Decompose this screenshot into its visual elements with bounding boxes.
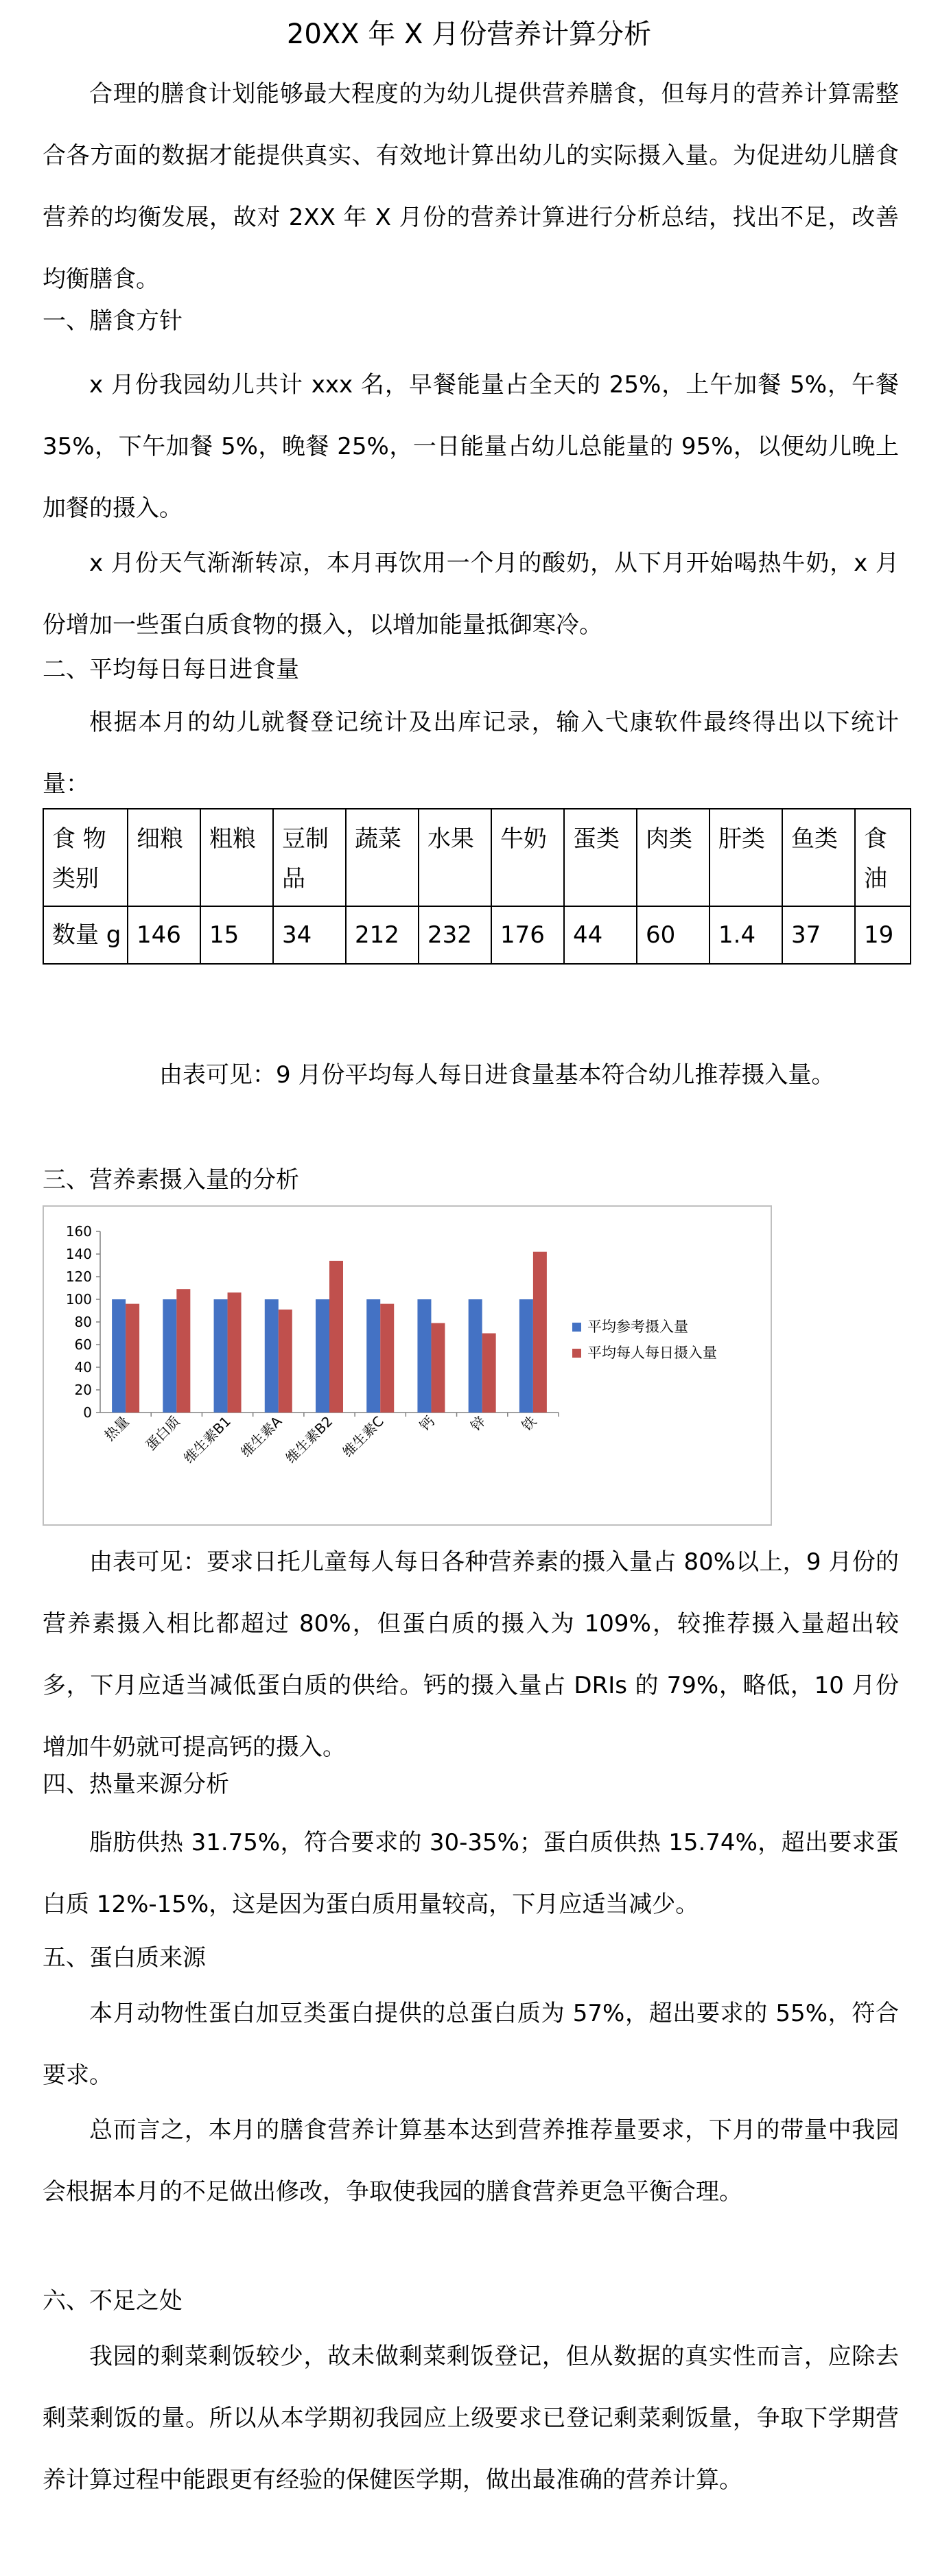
table-cell: 44 [564,906,637,964]
table-header-cell: 食 物类别 [43,809,128,906]
section-1-paragraph-1: x 月份我园幼儿共计 xxx 名，早餐能量占全天的 25%，上午加餐 5%，午餐 35%，下午加餐 5%，晚餐 25%，一日能量占幼儿总能量的 95%，以便幼儿晚上加餐的摄入。 [43,371,899,522]
x-tick-label: 铁 [518,1413,540,1434]
y-tick-label: 140 [65,1246,92,1262]
x-tick-label: 锌 [467,1413,489,1434]
legend-label: 平均每人每日摄入量 [587,1345,717,1361]
section-5-paragraph-1: 本月动物性蛋白加豆类蛋白提供的总蛋白质为 57%，超出要求的 55%，符合要求。 [43,2000,899,2089]
table-header-cell: 牛奶 [491,809,564,906]
section-4-paragraph: 脂肪供热 31.75%，符合要求的 30-35%；蛋白质供热 15.74%，超出要求蛋白质 12%-15%，这是因为蛋白质用量较高，下月应适当减少。 [43,1829,899,1918]
table-header-cell: 蛋类 [564,809,637,906]
table-header-cell: 粗粮 [200,809,273,906]
bar-actual [380,1304,394,1413]
section-5-heading: 五、蛋白质来源 [43,1944,206,1972]
table-header-cell: 肝类 [710,809,782,906]
intro-paragraph: 合理的膳食计划能够最大程度的为幼儿提供营养膳食，但每月的营养计算需整合各方面的数据才能提供真实、有效地计算出幼儿的实际摄入量。为促进幼儿膳食营养的均衡发展，故对 2XX 年 X 月份的营养计算进行分析总结，找出不足，改善均衡膳食。 [43,80,899,293]
x-tick-label: 维生素B1 [180,1413,235,1467]
section-4-heading: 四、热量来源分析 [43,1771,229,1798]
table-header-cell: 肉类 [637,809,710,906]
section-6-heading: 六、不足之处 [43,2287,183,2315]
table-header-cell: 蔬菜 [346,809,419,906]
table-row-label: 数量 g [43,906,128,964]
y-tick-label: 0 [83,1404,92,1421]
table-cell: 60 [637,906,710,964]
food-intake-table [43,808,911,965]
bar-actual [228,1292,242,1413]
bar-reference [366,1299,380,1413]
table-row [43,906,911,964]
section-3-heading: 三、营养素摄入量的分析 [43,1166,299,1194]
bar-actual [126,1304,139,1413]
y-tick-label: 80 [74,1314,92,1330]
section-5-paragraph-2: 总而言之，本月的膳食营养计算基本达到营养推荐量要求，下月的带量中我园会根据本月的不足做出修改，争取使我园的膳食营养更急平衡合理。 [43,2116,899,2206]
table-note: 由表可见：9 月份平均每人每日进食量基本符合幼儿推荐摄入量。 [159,1061,835,1089]
x-tick-label: 维生素A [237,1413,285,1461]
table-header-row [43,809,911,906]
table-header-cell: 食油 [855,809,911,906]
bar-reference [316,1299,329,1413]
y-tick-label: 40 [74,1359,92,1375]
nutrient-chart-svg [44,1207,771,1524]
y-tick-label: 20 [74,1382,92,1398]
bar-reference [265,1299,279,1413]
table-cell: 15 [200,906,273,964]
legend-swatch [572,1323,581,1332]
bar-actual [431,1323,445,1413]
table-header-cell: 细粮 [128,809,200,906]
bar-reference [519,1299,533,1413]
table-cell: 146 [128,906,200,964]
table-header-cell: 豆制品 [273,809,346,906]
y-tick-label: 120 [65,1268,92,1285]
legend-swatch [572,1349,581,1358]
bar-reference [163,1299,176,1413]
bar-reference [214,1299,228,1413]
table-cell: 212 [346,906,419,964]
section-3-paragraph: 由表可见：要求日托儿童每人每日各种营养素的摄入量占 80%以上，9 月份的营养素摄入相比都超过 80%，但蛋白质的摄入为 109%，较推荐摄入量超出较多，下月应适当减低蛋白质的供给。钙的摄入量占 DRIs 的 79%，略低，10 月份增加牛奶就可提高钙的摄入。 [43,1548,899,1761]
x-tick-label: 维生素C [339,1413,387,1461]
x-tick-label: 维生素B2 [282,1413,336,1467]
bar-actual [176,1289,190,1413]
table-cell: 176 [491,906,564,964]
bar-reference [417,1299,431,1413]
table-header-cell: 鱼类 [782,809,855,906]
y-tick-label: 160 [65,1223,92,1240]
y-tick-label: 100 [65,1291,92,1308]
table-cell: 232 [419,906,491,964]
x-tick-label: 热量 [101,1413,132,1444]
bar-actual [279,1310,292,1413]
table-cell: 19 [855,906,911,964]
x-tick-label: 钙 [416,1413,438,1434]
table-cell: 34 [273,906,346,964]
nutrient-chart [43,1205,772,1526]
table-cell: 37 [782,906,855,964]
section-2-heading: 二、平均每日每日进食量 [43,656,299,683]
legend-label: 平均参考摄入量 [587,1319,688,1335]
section-6-paragraph: 我园的剩菜剩饭较少，故未做剩菜剩饭登记，但从数据的真实性而言，应除去剩菜剩饭的量。所以从本学期初我园应上级要求已登记剩菜剩饭量，争取下学期营养计算过程中能跟更有经验的保健医学期，做出最准确的营养计算。 [43,2343,899,2494]
x-tick-label: 蛋白质 [142,1413,183,1454]
table-header-cell: 水果 [419,809,491,906]
bar-reference [112,1299,126,1413]
bar-actual [329,1261,343,1413]
y-tick-label: 60 [74,1336,92,1353]
table-cell: 1.4 [710,906,782,964]
section-1-heading: 一、膳食方针 [43,307,183,335]
bar-reference [469,1299,482,1413]
bar-actual [482,1334,496,1413]
section-1-paragraph-2: x 月份天气渐渐转凉，本月再饮用一个月的酸奶，从下月开始喝热牛奶，x 月份增加一些蛋白质食物的摄入，以增加能量抵御寒冷。 [43,550,899,639]
bar-actual [533,1252,547,1413]
section-2-paragraph: 根据本月的幼儿就餐登记统计及出库记录，输入弋康软件最终得出以下统计量： [43,709,899,798]
document-title: 20XX 年 X 月份营养计算分析 [286,19,652,50]
